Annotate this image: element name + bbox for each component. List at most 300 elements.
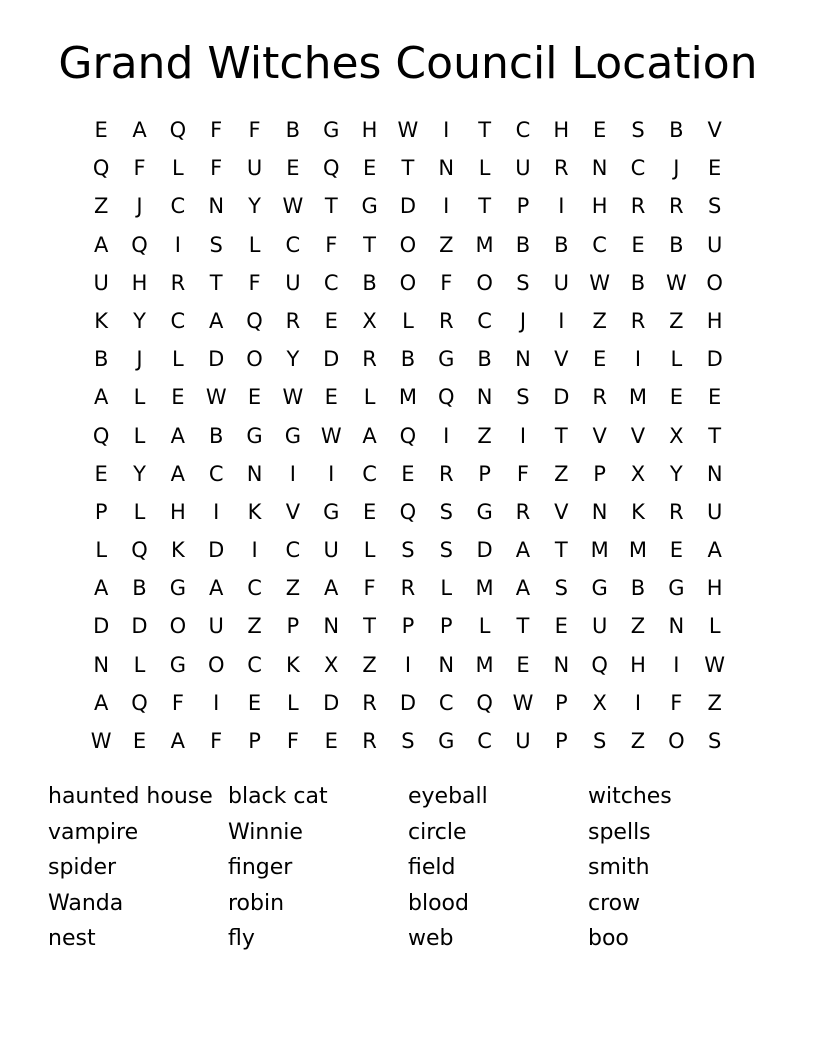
grid-letter: S <box>516 270 530 295</box>
grid-letter: A <box>515 576 531 601</box>
grid-letter: C <box>592 232 607 257</box>
grid-letter: Q <box>131 538 148 563</box>
grid-letter: Z <box>630 614 646 639</box>
grid-letter: I <box>558 194 565 219</box>
grid-letter: L <box>133 385 146 410</box>
grid-letter: G <box>323 499 340 524</box>
grid-letter: Z <box>554 461 569 486</box>
grid-letter: F <box>210 118 223 142</box>
grid-letter: Z <box>439 232 454 257</box>
grid-letter: R <box>669 499 684 524</box>
grid-letter: N <box>208 194 225 219</box>
grid-letter: C <box>247 576 262 601</box>
grid-letter: P <box>554 729 568 753</box>
grid-letter: A <box>707 538 722 563</box>
grid-letter: R <box>515 499 531 524</box>
grid-letter: Z <box>592 308 607 333</box>
grid-letter: T <box>478 194 492 219</box>
grid-letter: R <box>362 690 377 715</box>
grid-letter: I <box>174 232 181 257</box>
grid-letter: D <box>323 690 340 715</box>
grid-letter: D <box>399 690 416 715</box>
grid-row <box>82 684 734 722</box>
grid-letter: N <box>591 156 608 181</box>
grid-letter: Q <box>246 308 263 333</box>
grid-letter: I <box>328 461 335 486</box>
grid-letter: M <box>398 385 417 410</box>
grid-letter: G <box>438 347 455 372</box>
grid-row <box>82 226 734 264</box>
word-list-item: web <box>408 926 454 952</box>
grid-letter: Q <box>438 385 455 410</box>
grid-letter: N <box>246 461 263 486</box>
grid-letter: X <box>669 423 684 448</box>
letter-grid <box>82 111 734 760</box>
grid-letter: G <box>668 576 685 601</box>
grid-letter: B <box>669 232 684 257</box>
grid-letter: F <box>171 690 184 715</box>
grid-letter: Y <box>248 194 261 219</box>
word-list-item: vampire <box>48 819 139 845</box>
grid-letter: A <box>324 576 339 601</box>
grid-letter: E <box>171 385 185 410</box>
grid-letter: H <box>706 576 723 601</box>
grid-letter: Q <box>322 156 340 181</box>
grid-letter: S <box>631 118 645 142</box>
grid-row <box>82 569 734 607</box>
grid-letter: J <box>673 156 680 181</box>
grid-letter: L <box>133 423 146 448</box>
grid-letter: V <box>592 423 607 448</box>
grid-letter: W <box>589 270 611 295</box>
grid-letter: W <box>320 423 342 448</box>
grid-letter: E <box>247 690 262 715</box>
grid-letter: K <box>94 308 109 333</box>
grid-letter: M <box>628 385 648 410</box>
word-list-item: Wanda <box>48 890 124 916</box>
grid-letter: U <box>706 232 723 257</box>
grid-letter: I <box>289 461 296 486</box>
grid-letter: E <box>286 156 300 181</box>
grid-letter: K <box>631 499 645 524</box>
grid-letter: B <box>630 576 646 601</box>
grid-letter: B <box>554 232 569 257</box>
grid-row <box>82 340 734 378</box>
grid-letter: B <box>515 232 531 257</box>
grid-letter: A <box>93 576 109 601</box>
grid-letter: Z <box>285 576 301 601</box>
grid-letter: D <box>399 194 416 219</box>
grid-letter: L <box>133 652 146 677</box>
word-list-item: fly <box>228 926 255 952</box>
grid-letter: R <box>630 194 646 219</box>
grid-letter: L <box>402 308 414 333</box>
grid-row <box>82 417 734 455</box>
grid-letter: I <box>443 118 450 142</box>
grid-letter: N <box>668 614 685 639</box>
grid-letter: V <box>554 499 569 524</box>
grid-letter: U <box>515 729 531 753</box>
grid-letter: R <box>630 308 646 333</box>
grid-letter: I <box>404 652 412 677</box>
grid-letter: C <box>438 690 454 715</box>
grid-letter: P <box>439 614 453 639</box>
grid-row <box>82 493 734 531</box>
grid-letter: G <box>169 576 186 601</box>
grid-letter: P <box>286 614 300 639</box>
grid-letter: F <box>210 156 223 181</box>
grid-letter: H <box>706 308 723 333</box>
grid-letter: E <box>324 308 338 333</box>
grid-letter: R <box>669 194 684 219</box>
grid-letter: A <box>209 576 224 601</box>
grid-letter: C <box>208 461 224 486</box>
grid-letter: U <box>515 156 531 181</box>
grid-letter: F <box>670 690 683 715</box>
grid-letter: T <box>554 423 568 448</box>
grid-letter: B <box>208 423 224 448</box>
grid-letter: U <box>208 614 224 639</box>
grid-letter: Q <box>131 232 148 257</box>
grid-letter: Y <box>286 347 300 372</box>
grid-letter: P <box>516 194 530 219</box>
grid-letter: E <box>401 461 415 486</box>
grid-letter: T <box>554 538 568 563</box>
grid-letter: L <box>287 690 299 715</box>
grid-letter: N <box>591 499 608 524</box>
grid-letter: I <box>251 538 258 563</box>
grid-letter: B <box>285 118 301 142</box>
grid-letter: T <box>324 194 338 219</box>
grid-letter: G <box>361 194 378 219</box>
grid-letter: C <box>247 652 262 677</box>
grid-letter: N <box>476 385 493 410</box>
grid-letter: D <box>208 347 225 372</box>
grid-row <box>82 455 734 493</box>
grid-letter: B <box>400 347 416 372</box>
grid-letter: X <box>630 461 646 486</box>
grid-letter: L <box>248 232 261 257</box>
grid-letter: I <box>213 499 220 524</box>
grid-letter: I <box>558 308 565 333</box>
grid-letter: A <box>93 690 109 715</box>
grid-letter: M <box>475 232 494 257</box>
grid-letter: E <box>516 652 530 677</box>
grid-letter: D <box>208 538 225 563</box>
grid-letter: Q <box>399 499 417 524</box>
grid-letter: R <box>554 156 569 181</box>
grid-letter: W <box>282 194 304 219</box>
grid-letter: S <box>592 729 607 753</box>
grid-letter: Q <box>131 690 148 715</box>
grid-letter: Q <box>476 690 493 715</box>
grid-letter: E <box>324 729 338 753</box>
word-list-item: robin <box>228 890 285 916</box>
grid-row <box>82 264 734 302</box>
grid-letter: C <box>630 156 646 181</box>
grid-letter: C <box>323 270 339 295</box>
grid-letter: P <box>94 499 108 524</box>
grid-letter: A <box>93 232 109 257</box>
word-list-item: black cat <box>228 784 328 809</box>
grid-letter: F <box>210 729 223 753</box>
word-list-column <box>408 779 588 957</box>
grid-letter: L <box>172 347 184 372</box>
grid-letter: C <box>285 538 301 563</box>
grid-letter: N <box>438 156 455 181</box>
grid-letter: O <box>169 614 187 639</box>
grid-letter: F <box>248 118 261 142</box>
grid-letter: E <box>669 538 683 563</box>
grid-letter: L <box>172 156 184 181</box>
grid-letter: S <box>439 499 453 524</box>
grid-letter: W <box>512 690 534 715</box>
grid-letter: F <box>363 576 376 601</box>
word-list-item: smith <box>588 855 650 881</box>
grid-letter: A <box>170 729 186 753</box>
grid-letter: O <box>476 270 493 295</box>
grid-letter: I <box>519 423 527 448</box>
grid-letter: I <box>673 652 680 677</box>
grid-letter: A <box>515 538 531 563</box>
grid-letter: H <box>131 270 148 295</box>
grid-letter: T <box>363 232 376 257</box>
grid-letter: S <box>708 729 722 753</box>
grid-letter: E <box>324 385 338 410</box>
grid-letter: E <box>593 118 607 142</box>
grid-letter: R <box>592 385 607 410</box>
grid-letter: Y <box>133 308 146 333</box>
grid-letter: U <box>323 538 339 563</box>
grid-letter: E <box>631 232 645 257</box>
grid-letter: N <box>553 652 570 677</box>
grid-letter: E <box>708 385 722 410</box>
grid-letter: S <box>708 194 722 219</box>
grid-letter: T <box>363 614 376 639</box>
grid-letter: R <box>362 347 377 372</box>
grid-letter: C <box>515 118 531 142</box>
grid-letter: O <box>668 729 685 753</box>
grid-letter: E <box>362 499 377 524</box>
grid-letter: G <box>438 729 455 753</box>
grid-row <box>82 646 734 684</box>
grid-row <box>82 722 734 760</box>
grid-letter: R <box>285 308 301 333</box>
grid-letter: L <box>478 614 491 639</box>
grid-letter: Q <box>92 156 110 181</box>
grid-letter: B <box>669 118 684 142</box>
grid-letter: N <box>438 652 455 677</box>
grid-letter: O <box>706 270 723 295</box>
grid-letter: U <box>591 614 608 639</box>
grid-row <box>82 531 734 569</box>
grid-letter: V <box>707 118 722 142</box>
grid-letter: V <box>630 423 646 448</box>
grid-letter: S <box>554 576 568 601</box>
grid-letter: V <box>554 347 569 372</box>
grid-letter: D <box>553 385 570 410</box>
puzzle-title: Grand Witches Council Location <box>58 38 758 89</box>
word-list-item: field <box>408 855 456 881</box>
grid-letter: W <box>205 385 227 410</box>
grid-letter: Y <box>669 461 683 486</box>
word-list-item: witches <box>588 784 672 809</box>
grid-letter: T <box>401 156 415 181</box>
grid-letter: L <box>670 347 683 372</box>
grid-letter: M <box>628 538 648 563</box>
grid-letter: E <box>554 614 568 639</box>
grid-letter: K <box>170 538 185 563</box>
grid-letter: C <box>477 308 492 333</box>
grid-letter: I <box>443 423 450 448</box>
grid-letter: G <box>476 499 493 524</box>
grid-letter: R <box>438 461 454 486</box>
grid-letter: T <box>516 614 530 639</box>
grid-letter: H <box>591 194 608 219</box>
grid-letter: Y <box>133 461 146 486</box>
grid-letter: A <box>93 385 109 410</box>
grid-letter: K <box>286 652 300 677</box>
grid-letter: G <box>246 423 263 448</box>
grid-letter: O <box>399 270 417 295</box>
grid-row <box>82 607 734 645</box>
grid-letter: C <box>362 461 377 486</box>
grid-letter: E <box>132 729 147 753</box>
grid-letter: A <box>170 423 186 448</box>
grid-letter: A <box>362 423 377 448</box>
grid-letter: D <box>706 347 723 372</box>
grid-letter: C <box>170 194 186 219</box>
word-list-item: crow <box>588 890 641 916</box>
grid-letter: W <box>397 118 419 142</box>
grid-letter: V <box>285 499 301 524</box>
grid-letter: M <box>475 652 494 677</box>
word-list-item: Winnie <box>228 819 303 845</box>
grid-letter: Z <box>362 652 377 677</box>
grid-letter: Q <box>591 652 608 677</box>
grid-letter: U <box>246 156 263 181</box>
grid-letter: F <box>248 270 261 295</box>
grid-letter: S <box>439 538 453 563</box>
grid-letter: W <box>90 729 112 753</box>
grid-letter: Z <box>630 729 646 753</box>
grid-letter: A <box>132 118 147 142</box>
word-list-column <box>48 779 228 957</box>
grid-letter: Z <box>247 614 262 639</box>
grid-letter: I <box>634 347 642 372</box>
grid-letter: I <box>213 690 220 715</box>
grid-letter: U <box>93 270 109 295</box>
grid-letter: B <box>477 347 492 372</box>
grid-letter: W <box>665 270 687 295</box>
grid-letter: F <box>516 461 529 486</box>
grid-letter: P <box>554 690 568 715</box>
grid-letter: D <box>93 614 110 639</box>
grid-letter: F <box>133 156 146 181</box>
grid-letter: L <box>133 499 146 524</box>
grid-letter: K <box>247 499 262 524</box>
grid-letter: I <box>634 690 642 715</box>
grid-letter: Z <box>477 423 492 448</box>
grid-letter: Z <box>707 690 722 715</box>
grid-letter: J <box>136 194 143 219</box>
grid-row <box>82 187 734 225</box>
word-list-item: nest <box>48 926 96 952</box>
grid-row <box>82 378 734 416</box>
grid-letter: G <box>591 576 608 601</box>
grid-letter: R <box>438 308 454 333</box>
grid-letter: N <box>515 347 531 372</box>
grid-letter: B <box>132 576 147 601</box>
grid-letter: O <box>246 347 263 372</box>
grid-row <box>82 111 734 149</box>
grid-letter: P <box>401 614 415 639</box>
grid-letter: U <box>706 499 723 524</box>
grid-letter: Q <box>92 423 110 448</box>
word-list-item: blood <box>408 890 469 916</box>
grid-row <box>82 149 734 187</box>
grid-letter: S <box>401 538 415 563</box>
grid-letter: T <box>209 270 223 295</box>
grid-letter: N <box>706 461 723 486</box>
grid-letter: S <box>516 385 530 410</box>
grid-letter: W <box>704 652 726 677</box>
word-list-item: boo <box>588 926 629 952</box>
grid-letter: G <box>323 118 340 142</box>
grid-letter: E <box>94 118 108 142</box>
grid-letter: E <box>94 461 108 486</box>
grid-letter: O <box>207 652 225 677</box>
grid-letter: E <box>708 156 722 181</box>
grid-letter: A <box>209 308 224 333</box>
grid-letter: L <box>440 576 453 601</box>
grid-letter: C <box>170 308 186 333</box>
grid-letter: I <box>443 194 450 219</box>
grid-letter: Z <box>93 194 109 219</box>
grid-letter: P <box>248 729 261 753</box>
grid-letter: L <box>478 156 491 181</box>
grid-letter: H <box>553 118 570 142</box>
grid-letter: C <box>477 729 492 753</box>
grid-letter: L <box>708 614 721 639</box>
grid-letter: H <box>169 499 186 524</box>
grid-letter: R <box>362 729 377 753</box>
grid-letter: F <box>325 232 338 257</box>
grid-letter: B <box>630 270 646 295</box>
grid-letter: A <box>170 461 186 486</box>
grid-letter: X <box>362 308 377 333</box>
grid-letter: O <box>399 232 417 257</box>
grid-letter: S <box>401 729 415 753</box>
word-list-item: haunted house <box>48 784 213 809</box>
grid-letter: U <box>553 270 569 295</box>
grid-letter: C <box>285 232 301 257</box>
grid-letter: L <box>363 538 376 563</box>
grid-letter: E <box>593 347 607 372</box>
grid-letter: N <box>323 614 340 639</box>
grid-letter: S <box>209 232 223 257</box>
word-list-item: circle <box>408 819 467 845</box>
grid-letter: B <box>93 347 109 372</box>
grid-letter: Z <box>669 308 684 333</box>
word-list-item: finger <box>228 855 293 881</box>
grid-letter: N <box>93 652 110 677</box>
grid-letter: M <box>475 576 494 601</box>
grid-letter: J <box>136 347 143 372</box>
grid-letter: D <box>476 538 493 563</box>
grid-letter: J <box>519 308 527 333</box>
grid-letter: U <box>285 270 301 295</box>
